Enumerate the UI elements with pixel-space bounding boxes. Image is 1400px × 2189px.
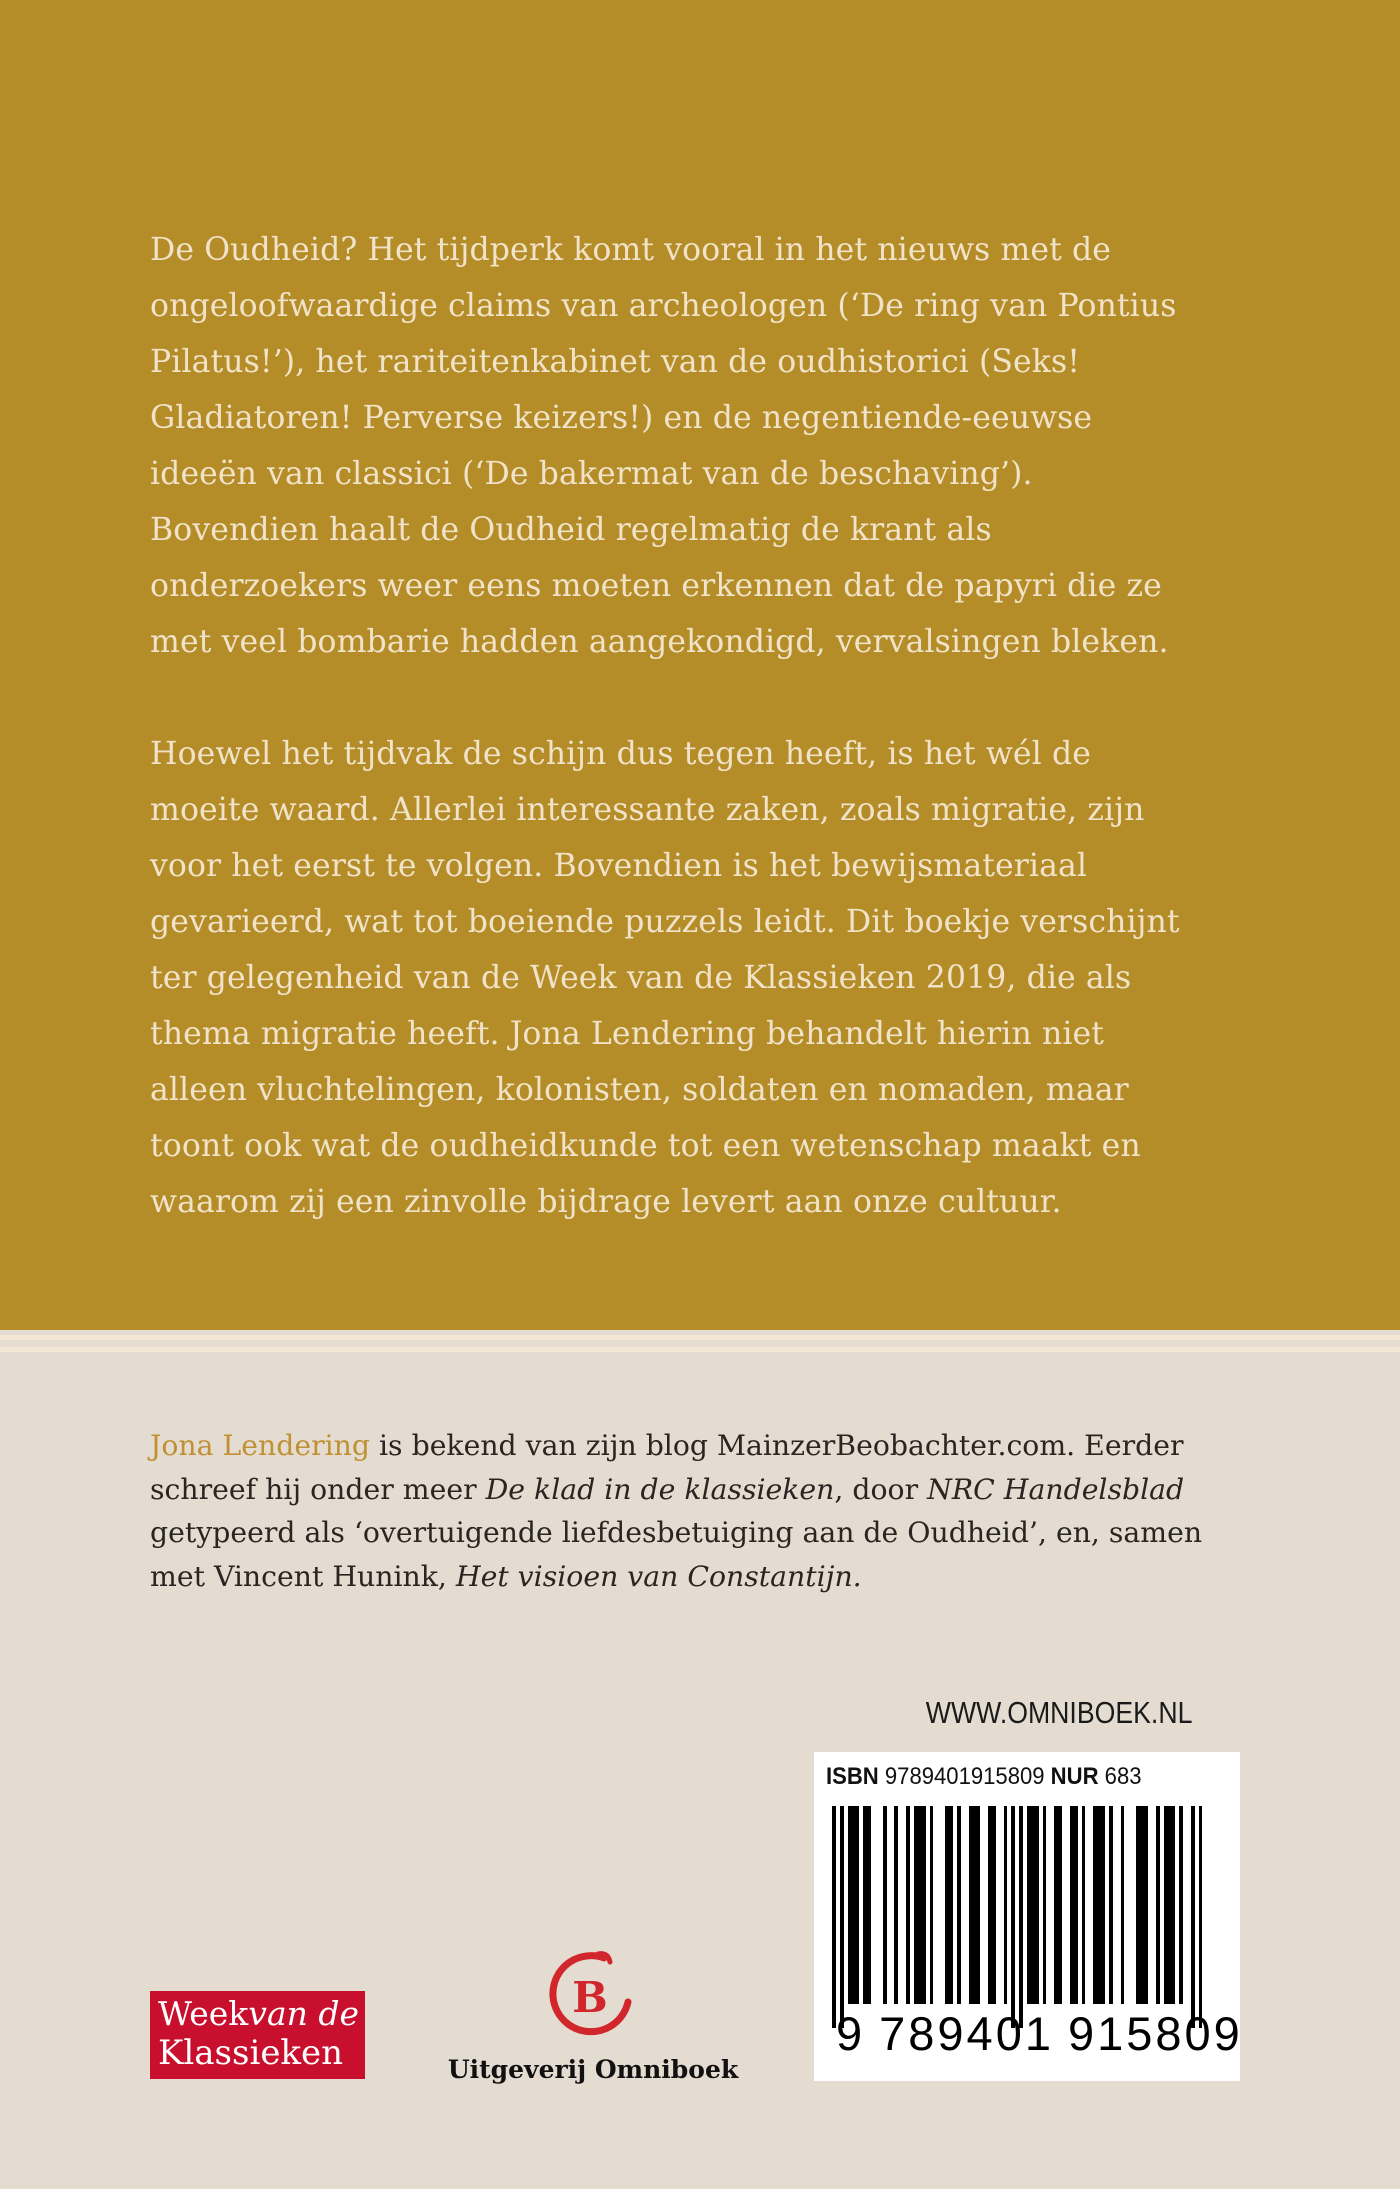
isbn-label: ISBN	[826, 1763, 879, 1790]
barcode-bar	[969, 1806, 981, 2004]
isbn-number: 9789401915809	[884, 1763, 1045, 1790]
divider-stripe	[0, 1347, 1400, 1352]
barcode-bar	[863, 1806, 871, 2004]
barcode-box	[814, 1752, 1243, 2081]
barcode-bar	[894, 1806, 898, 2004]
week-van-de-klassieken-logo	[150, 1991, 365, 2079]
barcode-bar	[1179, 1806, 1183, 2004]
barcode-bar	[883, 1806, 887, 2004]
blurb-text	[150, 222, 1180, 1286]
author-bio	[150, 1424, 1210, 1598]
barcode-bars	[832, 1806, 1206, 2004]
barcode-bar	[848, 1806, 860, 2004]
blurb-paragraph-1: De Oudheid? Het tijdperk komt vooral in het nieuws met de ongeloofwaardige claims van archeologen (‘De ring van Pontius Pilatus!’), het rariteitenkabinet van de oudhistorici (Seks! Gladiatoren! Perverse keizers!) en de negentiende-eeuwse ideeën van classici (‘De bakermat van de beschaving’). Bovendien haalt de Oudheid regelmatig de krant als onderzoekers weer eens moeten erkennen dat de papyri die ze met veel bombarie hadden aangekondigd, vervalsingen bleken.	[150, 232, 1177, 660]
barcode-bar	[945, 1806, 953, 2004]
barcode-bar	[1121, 1806, 1125, 2004]
barcode-bar	[1164, 1806, 1176, 2004]
bio-text-1: is bekend van zijn blog MainzerBeobachter.com. Eerder schreef hij onder meer	[150, 1429, 1184, 1506]
blurb-paragraph-2: Hoewel het tijdvak de schijn dus tegen heeft, is het wél de moeite waard. Allerlei interessante zaken, zoals migratie, zijn voor het eerst te volgen. Bovendien is het bewijsmateriaal gevarieerd, wat tot boeiende puzzels leidt. Dit boekje verschijnt ter gelegenheid van de Week van de Klassieken 2019, die als thema migratie heeft. Jona Lendering behandelt hierin niet alleen vluchtelingen, kolonisten, soldaten en nomaden, maar toont ook wat de oudheidkunde tot een wetenschap maakt en waarom zij een zinvolle bijdrage levert aan onze cultuur.	[150, 736, 1180, 1220]
author-name: Jona Lendering	[150, 1429, 371, 1462]
barcode-digits	[836, 2006, 1243, 2061]
newspaper-title: NRC Handelsblad	[927, 1472, 1185, 1506]
barcode-bar	[1136, 1806, 1148, 2004]
barcode-bar	[957, 1806, 961, 2004]
barcode-digit-first: 9	[836, 2007, 866, 2060]
bio-text-3: getypeerd als ‘overtuigende liefdesbetuiging aan de Oudheid’, en, samen met Vincent Hunink,	[150, 1516, 1203, 1593]
barcode-bar	[1109, 1806, 1113, 2004]
barcode-bar	[1191, 1806, 1195, 2028]
barcode-bar	[840, 1806, 844, 2028]
omniboek-logo-icon	[542, 1948, 638, 2044]
isbn-line	[826, 1763, 1142, 1791]
barcode-digits-right: 915809	[1067, 2007, 1243, 2060]
barcode-bar	[1054, 1806, 1062, 2004]
barcode-bar	[1156, 1806, 1160, 2004]
week-logo-word: Week	[158, 1994, 249, 2033]
publisher-name: Uitgeverij Omniboek	[447, 2055, 739, 2084]
omniboek-logo-letter: B	[572, 1973, 608, 2022]
book-title-1: De klad in de klassieken	[485, 1472, 835, 1506]
barcode-bar	[1093, 1806, 1105, 2004]
bio-text-2: , door	[834, 1472, 928, 1506]
barcode-bar	[1027, 1806, 1039, 2004]
barcode-digits-left: 789401	[879, 2007, 1054, 2060]
barcode-bar	[1019, 1806, 1023, 2028]
barcode-bar	[1199, 1806, 1203, 2028]
week-logo-vande: van de	[248, 1994, 360, 2033]
barcode-bar	[832, 1806, 836, 2028]
barcode-bar	[1043, 1806, 1047, 2004]
barcode-bar	[914, 1806, 926, 2004]
week-logo-klassieken: Klassieken	[158, 2033, 344, 2073]
publisher-website: WWW.OMNIBOEK.NL	[925, 1695, 1193, 1730]
barcode-bar	[906, 1806, 910, 2004]
barcode-bar	[1011, 1806, 1015, 2028]
book-title-2: Het visioen van Constantijn.	[455, 1559, 862, 1593]
nur-label: NUR	[1050, 1763, 1099, 1790]
barcode-bar	[1070, 1806, 1078, 2004]
barcode-bar	[1082, 1806, 1086, 2004]
barcode-bar	[930, 1806, 934, 2004]
barcode-bar	[988, 1806, 996, 2004]
nur-number: 683	[1104, 1763, 1142, 1790]
barcode-bar	[1004, 1806, 1008, 2004]
divider-stripe	[0, 1335, 1400, 1340]
